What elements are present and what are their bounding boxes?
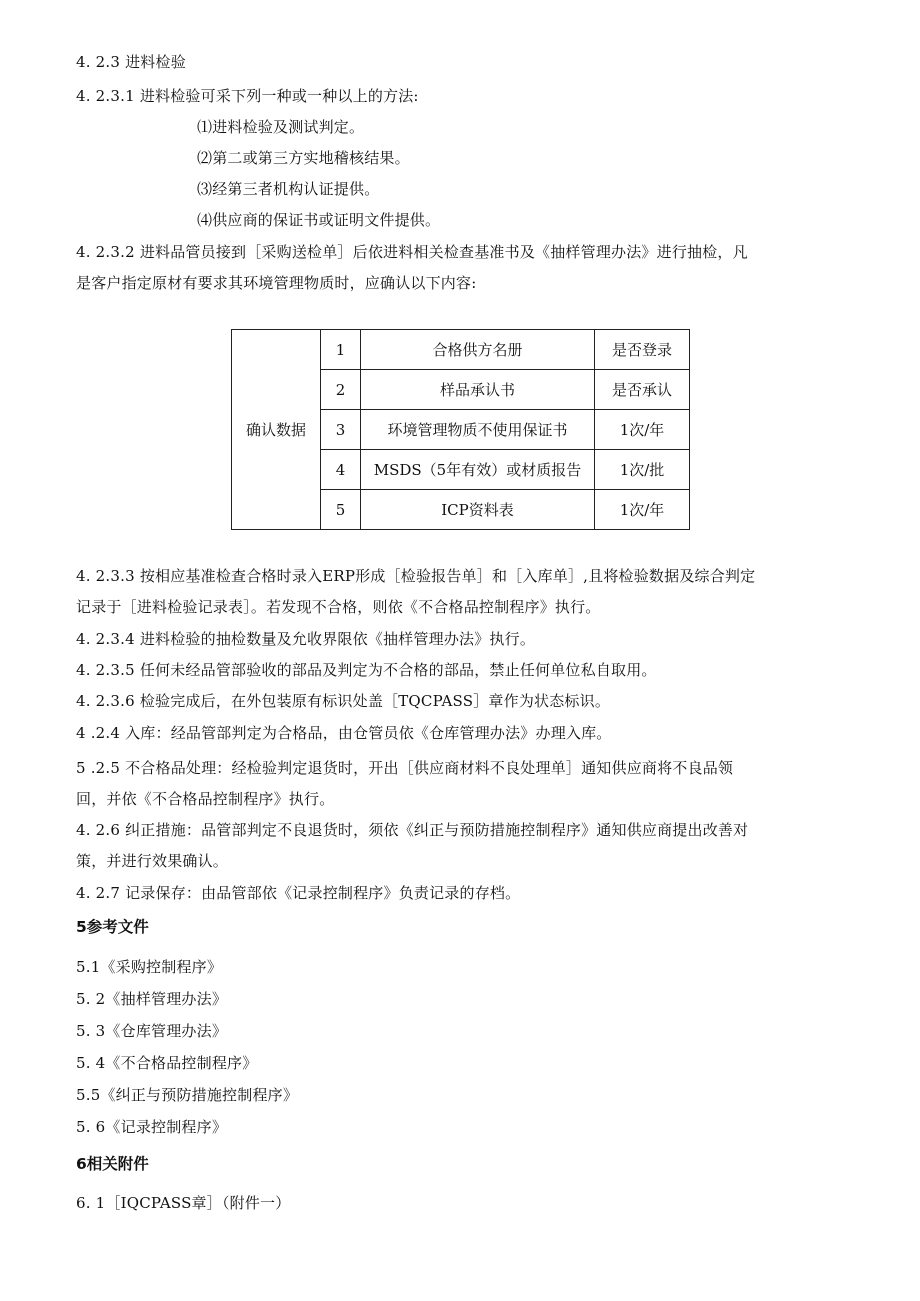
method-item: ⑷供应商的保证书或证明文件提供。 — [197, 211, 441, 229]
method-item: ⑵第二或第三方实地稽核结果。 — [197, 149, 410, 167]
table-cell-num: 3 — [321, 410, 361, 450]
table-cell-item: 样品承认书 — [361, 370, 595, 410]
section-heading-reference-documents: 5参考文件 — [76, 918, 149, 936]
table-row-label: 确认数据 — [232, 330, 321, 530]
paragraph-4-2-3-2-line1: 4. 2.3.2 进料品管员接到［采购送检单］后依进料相关检查基准书及《抽样管理办法》进行抽检，凡 — [76, 243, 748, 261]
table-cell-requirement: 1次/年 — [595, 490, 690, 530]
paragraph-4-2-5-line2: 回，并依《不合格品控制程序》执行。 — [76, 790, 335, 808]
reference-item: 5.5《纠正与预防措施控制程序》 — [76, 1086, 299, 1104]
method-item: ⑶经第三者机构认证提供。 — [197, 180, 380, 198]
table-cell-item: MSDS（5年有效）或材质报告 — [361, 450, 595, 490]
paragraph-4-2-7: 4. 2.7 记录保存：由品管部依《记录控制程序》负责记录的存档。 — [76, 884, 521, 902]
table-cell-requirement: 是否登录 — [595, 330, 690, 370]
reference-item: 5. 2《抽样管理办法》 — [76, 990, 228, 1008]
table-cell-item: 合格供方名册 — [361, 330, 595, 370]
reference-item: 5. 4《不合格品控制程序》 — [76, 1054, 258, 1072]
reference-item: 5. 6《记录控制程序》 — [76, 1118, 228, 1136]
table-cell-item: 环境管理物质不使用保证书 — [361, 410, 595, 450]
paragraph-4-2-5-line1: 5 .2.5 不合格品处理：经检验判定退货时，开出［供应商材料不良处理单］通知供应商将不良品领 — [76, 759, 734, 777]
table-cell-num: 5 — [321, 490, 361, 530]
section-heading-attachments: 6相关附件 — [76, 1155, 149, 1173]
table-cell-num: 4 — [321, 450, 361, 490]
table-cell-requirement: 1次/批 — [595, 450, 690, 490]
paragraph-4-2-3-5: 4. 2.3.5 任何未经品管部验收的部品及判定为不合格的部品，禁止任何单位私自取用。 — [76, 661, 657, 679]
table-cell-num: 1 — [321, 330, 361, 370]
paragraph-4-2-3-1: 4. 2.3.1 进料检验可采下列一种或一种以上的方法: — [76, 87, 419, 105]
paragraph-4-2-4: 4 .2.4 入库：经品管部判定为合格品，由仓管员依《仓库管理办法》办理入库。 — [76, 724, 612, 742]
method-item: ⑴进料检验及测试判定。 — [197, 118, 365, 136]
reference-item: 5. 3《仓库管理办法》 — [76, 1022, 228, 1040]
reference-item: 5.1《采购控制程序》 — [76, 958, 223, 976]
paragraph-4-2-3-2-line2: 是客户指定原材有要求其环境管理物质时，应确认以下内容: — [76, 274, 477, 292]
table-cell-item: ICP资料表 — [361, 490, 595, 530]
table-row — [232, 330, 690, 370]
paragraph-4-2-3-3-line1: 4. 2.3.3 按相应基准检查合格时录入ERP形成［检验报告单］和［入库单］,且将检验数据及综合判定 — [76, 567, 756, 585]
paragraph-4-2-3-4: 4. 2.3.4 进料检验的抽检数量及允收界限依《抽样管理办法》执行。 — [76, 630, 536, 648]
subsection-title: 4. 2.3 进料检验 — [76, 53, 186, 71]
paragraph-4-2-3-6: 4. 2.3.6 检验完成后，在外包装原有标识处盖［TQCPASS］章作为状态标识。 — [76, 692, 611, 710]
table-cell-requirement: 1次/年 — [595, 410, 690, 450]
confirmation-data-table — [231, 329, 690, 530]
table-cell-requirement: 是否承认 — [595, 370, 690, 410]
paragraph-4-2-6-line1: 4. 2.6 纠正措施：品管部判定不良退货时，须依《纠正与预防措施控制程序》通知供应商提出改善对 — [76, 821, 749, 839]
attachment-item: 6. 1［IQCPASS章］（附件一） — [76, 1194, 291, 1212]
paragraph-4-2-3-3-line2: 记录于［进料检验记录表］。若发现不合格，则依《不合格品控制程序》执行。 — [76, 598, 601, 616]
table-cell-num: 2 — [321, 370, 361, 410]
paragraph-4-2-6-line2: 策，并进行效果确认。 — [76, 852, 229, 870]
